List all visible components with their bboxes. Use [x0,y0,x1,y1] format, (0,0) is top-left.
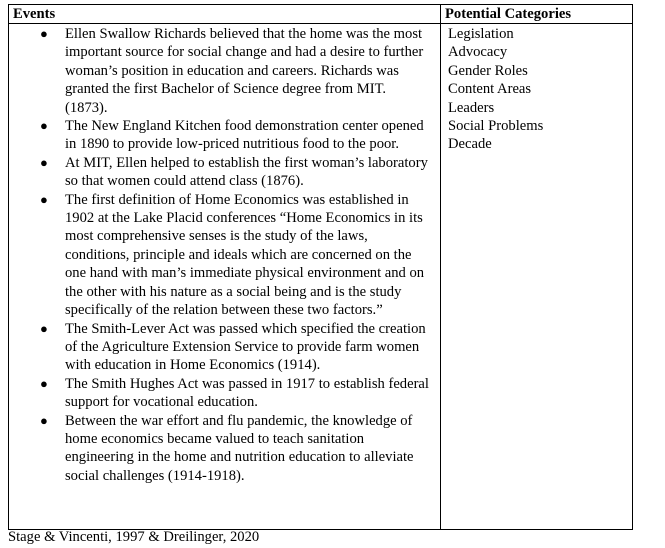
event-text: The Smith Hughes Act was passed in 1917 to establish federal support for vocational education. [65,375,429,411]
categories-list [441,24,632,154]
event-item [9,191,432,320]
events-cell [9,24,441,530]
event-item [9,375,432,412]
events-table [8,4,633,530]
event-item [9,25,432,117]
events-list [9,24,440,485]
event-text: The Smith-Lever Act was passed which specified the creation of the Agriculture Extension Service to provide farm women with education in Home Economics (1914). [65,320,426,374]
bullet-icon: ● [40,191,48,207]
category-item: Social Problems [448,118,544,135]
bullet-icon: ● [40,26,48,41]
bullet-icon: ● [40,118,48,134]
category-item: Gender Roles [448,62,528,79]
bullet-icon: ● [40,154,48,170]
bullet-icon: ● [40,320,48,336]
body-row [9,24,633,530]
category-item: Legislation [448,26,514,42]
bullet-icon: ● [40,375,48,391]
event-text: At MIT, Ellen helped to establish the first woman’s laboratory so that women could attend class (1876). [65,154,428,190]
category-item: Advocacy [448,44,508,61]
categories-header: Potential Categories [441,5,633,24]
events-header: Events [9,5,441,24]
header-row [9,5,633,24]
event-item [9,154,432,191]
event-text: The New England Kitchen food demonstration center opened in 1890 to provide low-priced nutritious food to the poor. [65,118,424,153]
category-item: Leaders [448,99,495,116]
event-text: Between the war effort and flu pandemic, the knowledge of home economics became valued to teach sanitation engineering in the home and nutrition education to alleviate social challenges (1914-1918). [65,412,414,484]
category-item: Content Areas [448,81,532,98]
source-citation: Stage & Vincenti, 1997 & Dreilinger, 2020 [8,529,260,545]
event-item [9,117,432,154]
categories-cell [441,24,633,530]
event-item [9,412,432,486]
category-item: Decade [448,136,492,153]
event-text: Ellen Swallow Richards believed that the home was the most important source for social change and had a desire to further woman’s position in education and careers. Richards was granted the first Bachelor of Science degree from MIT. (1873). [65,26,424,116]
bullet-icon: ● [40,412,48,428]
event-item [9,320,432,375]
event-text: The first definition of Home Economics was established in 1902 at the Lake Placid conferences “Home Economics in its most comprehensive senses is the study of the laws, conditions, principle and ideals which are concerned on the one hand with man’s immediate physical environment and on the other with his nature as a social being and is the study specifically of the relation between these two factors.” [65,191,425,319]
